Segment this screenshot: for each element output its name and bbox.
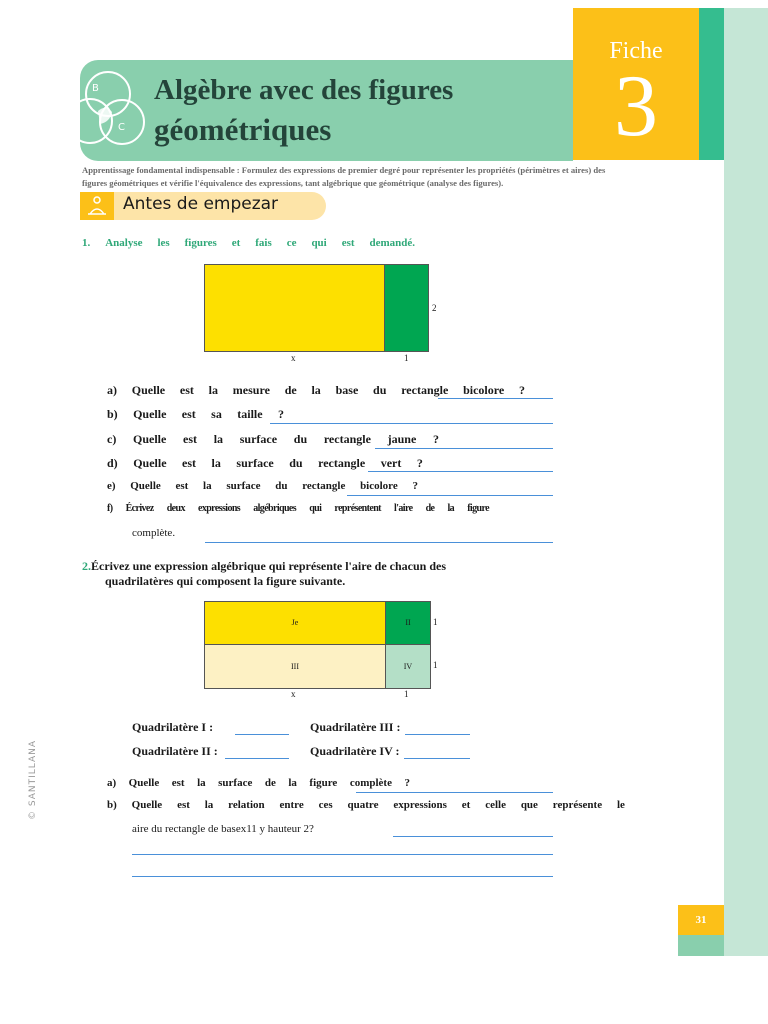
- item-word: représentent: [334, 503, 381, 514]
- q2-item-a: [107, 777, 410, 789]
- side-band: [724, 8, 768, 956]
- quad-iv-answer-line[interactable]: [404, 758, 470, 759]
- q2-item-b-continuation: aire du rectangle de basex11 y hauteur 2?: [132, 823, 314, 835]
- answer-line-b[interactable]: [270, 423, 553, 424]
- item-word: deux: [166, 503, 185, 514]
- item-word: du: [275, 480, 288, 492]
- item-word: est: [183, 432, 198, 446]
- item-word: ?: [277, 407, 284, 421]
- item-word: entre: [279, 799, 304, 811]
- item-word: Quelle: [133, 432, 167, 446]
- item-word: jaune: [387, 432, 417, 446]
- figure2-cell-i: [204, 601, 386, 645]
- item-word: rectangle: [302, 480, 346, 492]
- figure2-cell-iv: [385, 644, 431, 689]
- q2-heading-line1: [82, 559, 446, 574]
- item-letter: a): [107, 777, 117, 789]
- item-word: qui: [309, 503, 322, 514]
- venn-logo-icon: [80, 66, 152, 156]
- item-word: bicolore: [463, 383, 505, 397]
- item-word: est: [182, 456, 197, 470]
- q1-item-e: [107, 480, 418, 492]
- item-letter: d): [107, 456, 118, 470]
- figure2-cell-ii: [385, 601, 431, 645]
- meditation-icon: [80, 192, 114, 220]
- item-word: sa: [211, 407, 222, 421]
- logo-letter-b: B: [92, 83, 99, 94]
- item-word: la: [203, 480, 212, 492]
- item-word: que: [520, 799, 538, 811]
- side-strip: [699, 8, 724, 160]
- item-letter: b): [107, 407, 118, 421]
- item-word: surface: [239, 432, 278, 446]
- item-word: de: [264, 777, 276, 789]
- item-word: la: [447, 503, 455, 514]
- item-word: mesure: [232, 383, 270, 397]
- item-word: Quelle: [133, 407, 167, 421]
- figure1-yellow-rect: [204, 264, 385, 352]
- q1-word: 1.: [82, 237, 91, 249]
- q1-item-c: [107, 432, 439, 447]
- answer-line-c[interactable]: [375, 448, 553, 449]
- item-word: ces: [318, 799, 333, 811]
- item-word: est: [171, 777, 185, 789]
- item-word: est: [177, 799, 190, 811]
- figure1-height-label: 2: [432, 303, 437, 313]
- page-number: 31: [678, 905, 724, 935]
- item-letter: f): [107, 503, 113, 514]
- quad-ii-label: Quadrilatère II :: [132, 744, 218, 758]
- quad-i-answer-line[interactable]: [235, 734, 289, 735]
- cell-i-label: Je: [291, 618, 299, 627]
- item-word: quatre: [347, 799, 379, 811]
- item-letter: a): [107, 383, 117, 397]
- item-letter: b): [107, 799, 117, 811]
- item-word: relation: [228, 799, 265, 811]
- item-word: taille: [237, 407, 263, 421]
- q1-word: figures: [184, 237, 217, 249]
- item-word: complète: [349, 777, 392, 789]
- item-word: vert: [380, 456, 402, 470]
- q1-item-a: [107, 383, 525, 398]
- page-title-line1: Algèbre avec des figures: [154, 74, 454, 106]
- item-word: du: [289, 456, 303, 470]
- item-word: de: [425, 503, 435, 514]
- item-word: algébriques: [253, 503, 297, 514]
- item-word: surface: [218, 777, 253, 789]
- item-word: du: [373, 383, 387, 397]
- quad-iv-label: Quadrilatère IV :: [310, 744, 400, 758]
- q1-word: est: [341, 237, 355, 249]
- item-word: du: [293, 432, 308, 446]
- q1-word: Analyse: [105, 237, 143, 249]
- q2-line1-text: Écrivez une expression algébrique qui représente l'aire de chacun des: [91, 559, 446, 573]
- item-word: surface: [236, 456, 274, 470]
- q1-item-b: [107, 407, 284, 422]
- figure2-cell-iii: [204, 644, 386, 689]
- item-word: ?: [412, 480, 418, 492]
- quad-iii-label: Quadrilatère III :: [310, 720, 401, 734]
- q1-word: ce: [286, 237, 297, 249]
- fiche-label: Fiche: [609, 38, 663, 64]
- item-letter: c): [107, 432, 117, 446]
- item-word: figure: [309, 777, 338, 789]
- quad-ii-answer-line[interactable]: [225, 758, 289, 759]
- cell-ii-label: II: [405, 618, 411, 627]
- answer-line-2b-2[interactable]: [132, 854, 553, 855]
- q1-item-f-continuation: complète.: [132, 527, 176, 539]
- q1-word: qui: [311, 237, 327, 249]
- item-word: la: [208, 383, 219, 397]
- q2-item-b: [107, 799, 625, 811]
- item-word: est: [179, 383, 194, 397]
- answer-line-e[interactable]: [347, 495, 553, 496]
- item-word: la: [213, 432, 224, 446]
- item-word: ?: [416, 456, 423, 470]
- answer-line-a[interactable]: [438, 398, 553, 399]
- q1-word: les: [157, 237, 170, 249]
- item-word: rectangle: [318, 456, 366, 470]
- item-letter: e): [107, 480, 116, 492]
- figure1-x-label: x: [291, 353, 296, 363]
- item-word: celle: [485, 799, 506, 811]
- item-word: de: [284, 383, 297, 397]
- cell-iv-label: IV: [403, 662, 413, 671]
- q1-item-f: [107, 503, 489, 514]
- answer-line-f[interactable]: [205, 542, 553, 543]
- item-word: représente: [552, 799, 603, 811]
- figure2-one-label: 1: [404, 689, 409, 699]
- item-word: ?: [404, 777, 410, 789]
- figure1-green-rect: [384, 264, 429, 352]
- fiche-number: 3: [614, 58, 658, 155]
- q2-number: 2.: [82, 559, 91, 573]
- section-label: Antes de empezar: [123, 194, 279, 214]
- item-word: figure: [467, 503, 489, 514]
- cell-iii-label: III: [291, 662, 299, 671]
- quad-iii-answer-line[interactable]: [405, 734, 470, 735]
- item-word: est: [181, 407, 196, 421]
- answer-line-2b-1[interactable]: [393, 836, 553, 837]
- answer-line-d[interactable]: [368, 471, 553, 472]
- item-word: rectangle: [401, 383, 449, 397]
- item-word: base: [335, 383, 359, 397]
- page-title-line2: géométriques: [154, 112, 332, 147]
- q1-word: fais: [255, 237, 272, 249]
- item-word: Quelle: [131, 799, 163, 811]
- q2-heading-line2: quadrilatères qui composent la figure suivante.: [105, 574, 346, 588]
- answer-line-2a[interactable]: [356, 792, 553, 793]
- q1-item-d: [107, 456, 423, 471]
- item-word: rectangle: [323, 432, 371, 446]
- item-word: Quelle: [133, 456, 167, 470]
- section-icon-box: [80, 192, 114, 220]
- item-word: le: [616, 799, 625, 811]
- item-word: la: [197, 777, 206, 789]
- item-word: est: [175, 480, 189, 492]
- figure2-right-label-bottom: 1: [433, 660, 438, 670]
- item-word: surface: [226, 480, 261, 492]
- item-word: la: [204, 799, 214, 811]
- item-word: Quelle: [130, 480, 161, 492]
- page-number-band: [678, 935, 724, 956]
- item-word: la: [288, 777, 297, 789]
- item-word: bicolore: [360, 480, 398, 492]
- q1-heading: [82, 237, 415, 249]
- logo-letter-c: C: [118, 122, 125, 133]
- q1-word: demandé.: [369, 237, 415, 249]
- quad-i-label: Quadrilatère I :: [132, 720, 214, 734]
- copyright: © SANTILLANA: [28, 739, 38, 820]
- answer-line-2b-3[interactable]: [132, 876, 553, 877]
- item-word: l'aire: [394, 503, 413, 514]
- item-word: la: [311, 383, 321, 397]
- item-word: Quelle: [131, 383, 166, 397]
- item-word: la: [211, 456, 221, 470]
- item-word: ?: [432, 432, 439, 446]
- figure1-one-label: 1: [404, 353, 409, 363]
- item-word: Quelle: [128, 777, 160, 789]
- item-word: expressions: [393, 799, 447, 811]
- intro-text: Apprentissage fondamental indispensable : Formulez des expressions de premier degré pour représenter les propriétés (périmètres et aires) des figures géométriques et vérifie l'équivalence des expressions, tant algébrique que géométrique (analyse des figures).: [82, 165, 606, 188]
- item-word: ?: [518, 383, 525, 397]
- item-word: expressions: [197, 503, 241, 514]
- figure2-right-label-top: 1: [433, 617, 438, 627]
- figure2-x-label: x: [291, 689, 296, 699]
- item-word: Écrivez: [125, 503, 154, 514]
- item-word: et: [461, 799, 471, 811]
- q1-word: et: [231, 237, 241, 249]
